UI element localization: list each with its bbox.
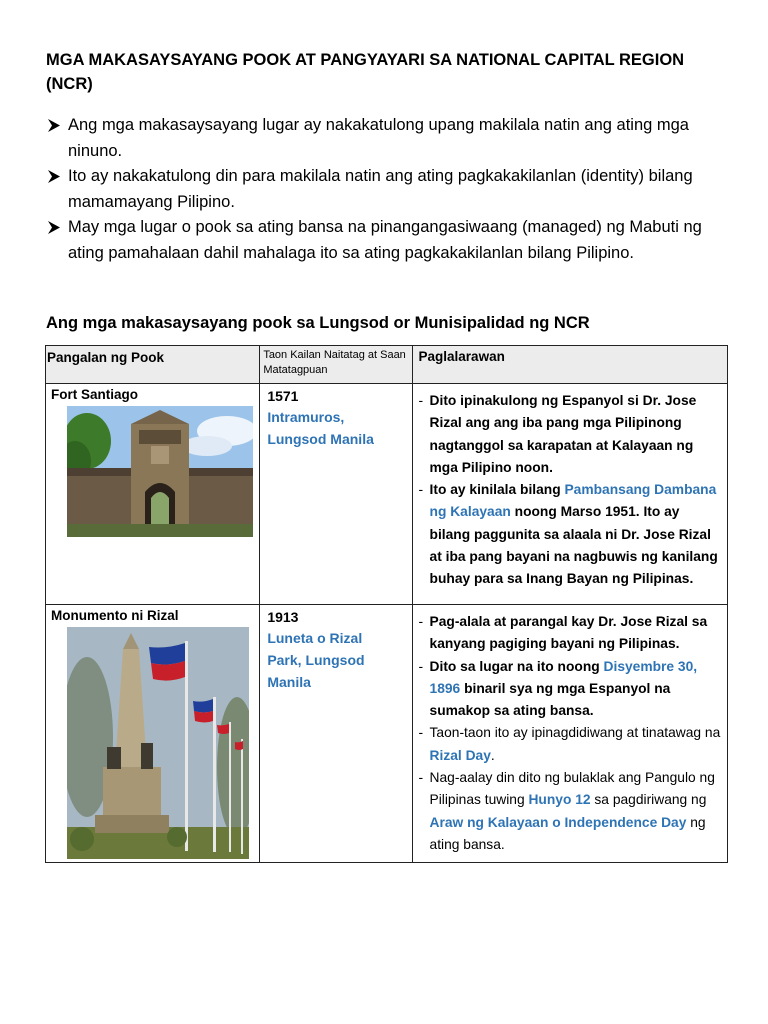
description-list bbox=[413, 605, 727, 862]
dash-bullet: - bbox=[418, 614, 424, 629]
place-name: Monumento ni Rizal bbox=[51, 608, 179, 623]
highlighted-text: Araw ng Kalayaan o Independence Day bbox=[429, 814, 687, 830]
description-text: ng ating bansa. bbox=[429, 814, 706, 852]
description-item bbox=[419, 722, 721, 767]
fort-santiago-photo bbox=[67, 406, 253, 537]
rizal-monument-photo bbox=[67, 627, 249, 859]
historical-places-table bbox=[45, 345, 728, 863]
description-text: Dito sa lugar na ito noong bbox=[429, 658, 604, 674]
description-item bbox=[419, 767, 721, 856]
description-item bbox=[419, 390, 721, 479]
description-cell bbox=[412, 605, 727, 863]
description-text: sa pagdiriwang ng bbox=[590, 792, 707, 808]
table-row bbox=[46, 384, 728, 605]
description-text: Ito ay kinilala bilang bbox=[429, 482, 565, 498]
year-founded: 1913 bbox=[267, 609, 299, 625]
dash-bullet: - bbox=[418, 482, 424, 498]
highlighted-text: Hunyo 12 bbox=[528, 792, 591, 808]
description-text: binaril sya ng mga Espanyol na sumakop sa ating bansa. bbox=[429, 680, 671, 719]
description-text: Nag-aalay din dito ng bulaklak ang Pangulo ng Pilipinas tuwing bbox=[429, 770, 715, 808]
arrow-bullet-icon bbox=[46, 164, 62, 189]
place-cell bbox=[46, 605, 260, 863]
description-item bbox=[419, 656, 721, 723]
table-header-row bbox=[46, 346, 728, 384]
description-item bbox=[419, 611, 721, 656]
description-text: noong Marso 1951. Ito ay bilang paggunita sa alaala ni Dr. Jose Rizal at iba pang bayani na nagbuwis ng kanilang buhay para sa Inang Bayan ng Pilipinas. bbox=[429, 504, 718, 587]
dash-bullet: - bbox=[418, 658, 424, 674]
description-text: . bbox=[490, 747, 495, 763]
description-text: Taon-taon ito ay ipinagdidiwang at tinatawag na bbox=[429, 725, 721, 741]
highlighted-text: Pambansang Dambana ng Kalayaan bbox=[429, 482, 717, 520]
section-subtitle: Ang mga makasaysayang pook sa Lungsod or Munisipalidad ng NCR bbox=[46, 314, 590, 332]
bullet-text: Ang mga makasaysayang lugar ay nakakatulong upang makilala natin ang ating mga ninuno. bbox=[68, 116, 689, 160]
description-item bbox=[419, 479, 721, 590]
place-cell bbox=[46, 384, 260, 605]
header-description: Paglalarawan bbox=[412, 346, 727, 384]
header-year-location: Taon Kailan Naitatag at Saan Matatagpuan bbox=[260, 346, 412, 384]
document-title: MGA MAKASAYSAYANG POOK AT PANGYAYARI SA NATIONAL CAPITAL REGION (NCR) bbox=[46, 51, 685, 93]
description-text: Pag-alala at parangal kay Dr. Jose Rizal sa kanyang pagiging bayani ng Pilipinas. bbox=[429, 614, 708, 652]
description-text: Dito ipinakulong ng Espanyol si Dr. Jose Rizal ang ang iba pang mga Pilipinong nagtanggol sa karapatan at Kalayaan ng mga Pilipino noon. bbox=[429, 393, 697, 475]
arrow-bullet-icon bbox=[46, 113, 62, 138]
year-location-cell bbox=[260, 605, 412, 863]
bullet-text: May mga lugar o pook sa ating bansa na pinangangasiwaang (managed) ng Mabuti ng ating pamahalaan dahil mahalaga ito sa ating pagkakakilanlan bilang Pilipino. bbox=[68, 218, 702, 262]
header-name: Pangalan ng Pook bbox=[46, 346, 260, 384]
intro-bullet-list bbox=[46, 113, 736, 266]
bullet-item bbox=[46, 113, 736, 164]
year-location-cell bbox=[260, 384, 412, 605]
description-list bbox=[413, 384, 727, 597]
bullet-text: Ito ay nakakatulong din para makilala natin ang ating pagkakakilanlan (identity) bilang mamamayang Pilipino. bbox=[68, 167, 693, 211]
table-row bbox=[46, 605, 728, 863]
year-founded: 1571 bbox=[267, 388, 299, 404]
location: Intramuros, Lungsod Manila bbox=[267, 409, 374, 447]
highlighted-text: Rizal Day bbox=[429, 747, 491, 763]
bullet-item bbox=[46, 164, 736, 215]
dash-bullet: - bbox=[418, 725, 424, 741]
highlighted-text: Disyembre 30, 1896 bbox=[429, 658, 698, 696]
dash-bullet: - bbox=[418, 770, 424, 786]
place-name: Fort Santiago bbox=[51, 387, 138, 402]
bullet-item bbox=[46, 215, 736, 266]
dash-bullet: - bbox=[418, 393, 424, 408]
location: Luneta o Rizal Park, Lungsod Manila bbox=[267, 630, 365, 690]
description-cell bbox=[412, 384, 727, 605]
arrow-bullet-icon bbox=[46, 215, 62, 240]
